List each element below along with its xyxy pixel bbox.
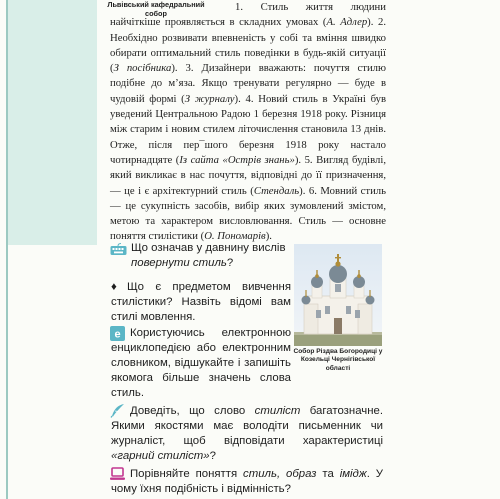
q3-text: Користуючись електронною енциклопедією або електронним словником, відшукайте і запишіть якомога більше значень слова стиль. — [111, 327, 291, 399]
photo-caption-lviv: Львівський кафедральний собор — [107, 0, 205, 18]
q1-end: ? — [226, 257, 234, 269]
photo-caption-kozelets: Собор Різдва Богородиці у Козельці Чернігівської області — [293, 348, 383, 372]
decorative-band — [8, 0, 97, 245]
cathedral-photo — [294, 244, 382, 346]
question-5 — [111, 467, 383, 497]
q4-word: стиліст — [254, 405, 301, 417]
question-1 — [131, 241, 291, 271]
q5-text-a: Порівняйте поняття — [130, 468, 238, 480]
question-2 — [111, 280, 291, 325]
q5-end: . У чому їхня подібність і відмінність? — [111, 468, 383, 495]
source-stendhal: Стендаль — [253, 184, 300, 197]
q4-text-a: Доведіть, що слово — [130, 405, 246, 417]
q5-text-b: та — [322, 468, 334, 480]
diamond-bullet: ♦ — [111, 281, 117, 293]
q1-phrase: повернути стиль — [131, 257, 227, 269]
q4-phrase: «гарний стиліст» — [111, 450, 210, 462]
q5-image-word: імідж — [339, 468, 367, 480]
text-sentence-4: ). 4. Новий стиль в Україні був уведений Центральною Радою 1 березня 1918 року. Різниця між старим і новим стилем літочислення становила 13 днів. Отже, після пер¯шого березня 1918 року настало чотирнадцяте ( — [110, 92, 386, 166]
exercise-text — [110, 0, 386, 243]
source-manual: З посібника — [113, 62, 172, 75]
text-sentence-6: ). 6. Мовний стиль — це сукупність засобів, вибір яких зумовлений змістом, метою та характером висловлювання. Стиль — основне поняття стилістики ( — [110, 184, 386, 243]
svg-text:e: e — [114, 328, 121, 341]
cathedral-illustration — [294, 244, 382, 346]
question-4 — [111, 404, 383, 464]
source-magazine: З журналу — [184, 92, 235, 105]
q5-words: стиль, образ — [243, 468, 317, 480]
text-sentence-2: ). 2. Необхідно розвивати впевненість у собі та вміння швидко обирати оптимальний стиль поведінки в будь-якій ситуації ( — [110, 16, 386, 75]
question-3 — [111, 326, 291, 401]
source-website: Із сайта «Острів знань» — [179, 153, 295, 166]
q4-end: ? — [209, 450, 216, 462]
text-end: ). — [265, 230, 272, 243]
source-ponomariv: О. Пономарів — [204, 230, 266, 243]
text-sentence-1: 1. Стиль життя людини найчіткіше проявляється в складних умовах ( — [110, 1, 386, 29]
text-sentence-5: ). 5. Вигляд будівлі, який викликає в нас почуття, відповідні до її призначення, — це і є архітектурний стиль ( — [110, 153, 386, 197]
source-adler: А. Адлер — [326, 16, 368, 29]
text-sentence-3: ). 3. Дизайнери вважають: почуття стилю подібне до м’яза. Якщо тренувати регулярно — буде в чудовій формі ( — [110, 62, 386, 105]
q2-text: Що є предметом вивчення стилістики? Назвіть відомі вам стилі мовлення. — [111, 281, 291, 323]
q1-text: Що означав у давнину вислів — [131, 242, 286, 254]
q4-text-b: багатозначне. Якими якостями має володіти письменник чи журналіст, щоб відповідати характеристиці — [111, 405, 384, 447]
keyboard-icon — [110, 243, 127, 256]
